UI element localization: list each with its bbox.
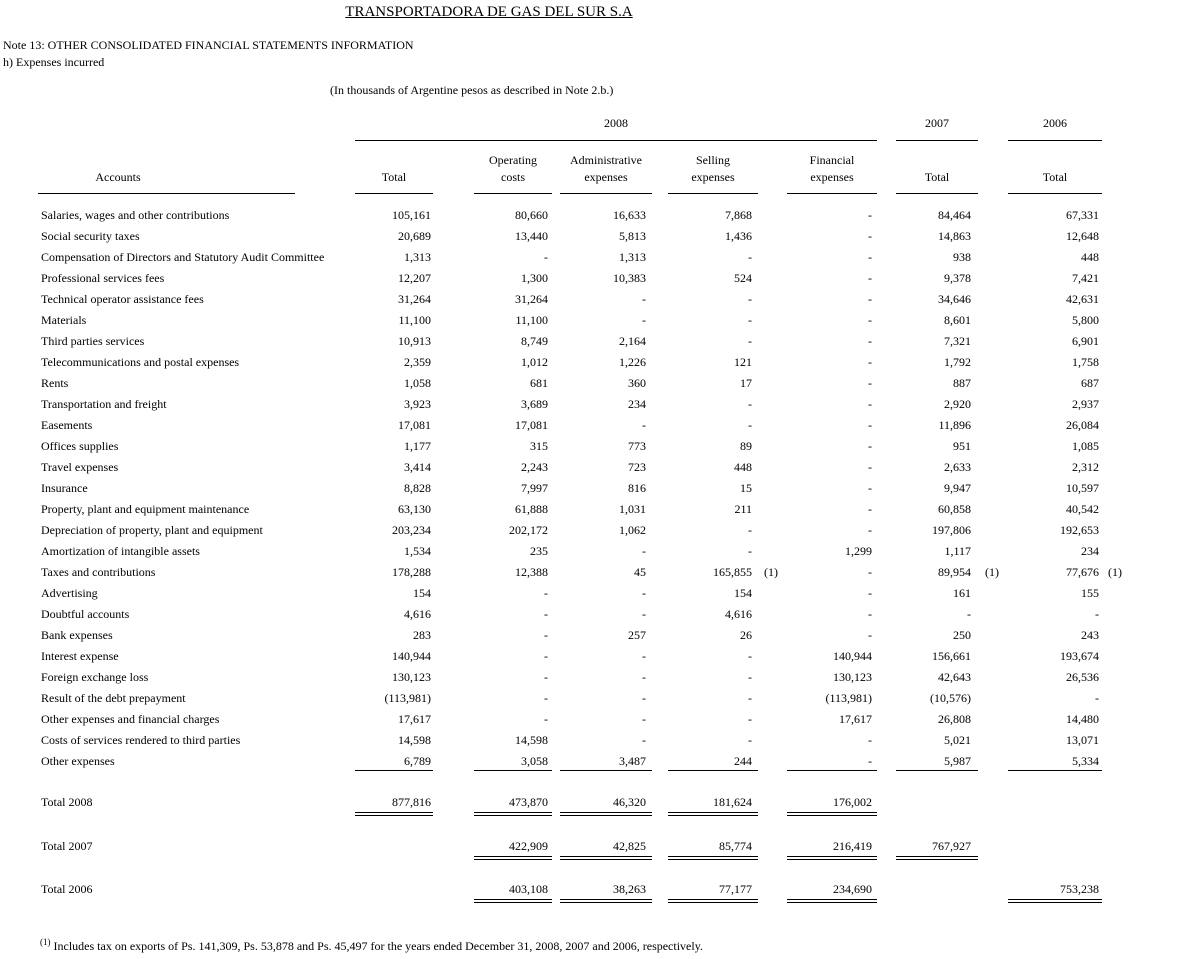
row-label: Doubtful accounts	[41, 607, 130, 621]
double-underline	[668, 899, 758, 903]
cell-t2006: 12,648	[1066, 229, 1099, 243]
cell-total: 6,789	[404, 754, 431, 768]
row-label: Rents	[41, 376, 69, 390]
cell-fin: -	[868, 628, 872, 642]
row-label: Technical operator assistance fees	[41, 292, 204, 306]
cell-total: 8,828	[404, 481, 431, 495]
double-underline	[474, 899, 552, 903]
cell-fin: -	[868, 754, 872, 768]
cell-adm: -	[642, 733, 646, 747]
cell-fin: -	[868, 292, 872, 306]
cell-fin: -	[868, 439, 872, 453]
footnote-ref-t2006: (1)	[1108, 565, 1122, 579]
subtotal-rule-financial	[787, 770, 877, 771]
cell-adm: 723	[628, 460, 646, 474]
cell-fin: -	[868, 565, 872, 579]
units-note: (In thousands of Argentine pesos as described in Note 2.b.)	[330, 83, 614, 97]
cell-op: 31,264	[515, 292, 548, 306]
cell-fin: 130,123	[833, 670, 872, 684]
double-underline	[1008, 899, 1102, 903]
cell-sell: 211	[734, 502, 752, 516]
cell-total: 1,177	[404, 439, 431, 453]
row-label: Result of the debt prepayment	[41, 691, 186, 705]
cell-adm: 16,633	[613, 208, 646, 222]
cell-op: 473,870	[509, 795, 548, 809]
year-2008-rule	[355, 140, 877, 141]
cell-adm: 42,825	[613, 839, 646, 853]
cell-op: -	[544, 649, 548, 663]
double-underline	[787, 856, 877, 860]
cell-op: 8,749	[521, 334, 548, 348]
cell-sell: 524	[734, 271, 752, 285]
cell-op: 61,888	[515, 502, 548, 516]
double-underline	[787, 899, 877, 903]
cell-t2007: 2,920	[944, 397, 971, 411]
cell-sell: 89	[740, 439, 752, 453]
cell-t2007: 7,321	[944, 334, 971, 348]
financial-expenses-header: Financial expenses	[809, 153, 855, 184]
cell-sell: -	[748, 712, 752, 726]
cell-fin: -	[868, 523, 872, 537]
cell-sell: 17	[740, 376, 752, 390]
total-2006-header-rule	[1008, 193, 1102, 194]
double-underline	[560, 899, 652, 903]
cell-t2007: 767,927	[932, 839, 971, 853]
row-label: Other expenses	[41, 754, 115, 768]
cell-sell: 77,177	[719, 882, 752, 896]
cell-t2006: 193,674	[1060, 649, 1099, 663]
cell-t2006: 243	[1081, 628, 1099, 642]
cell-op: -	[544, 691, 548, 705]
cell-op: 315	[530, 439, 548, 453]
cell-op: 202,172	[509, 523, 548, 537]
cell-sell: 26	[740, 628, 752, 642]
cell-op: -	[544, 250, 548, 264]
year-2006-rule	[1008, 140, 1102, 141]
cell-t2006: 448	[1081, 250, 1099, 264]
cell-fin: -	[868, 334, 872, 348]
cell-t2007: 8,601	[944, 313, 971, 327]
row-label: Insurance	[41, 481, 88, 495]
cell-sell: -	[748, 691, 752, 705]
cell-op: -	[544, 607, 548, 621]
cell-sell: -	[748, 418, 752, 432]
row-label: Professional services fees	[41, 271, 165, 285]
row-label: Foreign exchange loss	[41, 670, 149, 684]
cell-t2006: 2,937	[1072, 397, 1099, 411]
cell-t2006: 5,800	[1072, 313, 1099, 327]
row-label: Compensation of Directors and Statutory Audit Committee	[41, 250, 325, 264]
cell-fin: -	[868, 586, 872, 600]
cell-total: 1,058	[404, 376, 431, 390]
operating-header-rule	[474, 193, 552, 194]
cell-fin: -	[868, 355, 872, 369]
double-underline	[668, 856, 758, 860]
cell-sell: -	[748, 670, 752, 684]
row-label: Interest expense	[41, 649, 119, 663]
footnote-text: Includes tax on exports of Ps. 141,309, Ps. 53,878 and Ps. 45,497 for the years ended December 31, 2008, 2007 and 2006, respectively.	[53, 939, 703, 953]
cell-sell: -	[748, 292, 752, 306]
double-underline	[787, 812, 877, 816]
cell-total: 105,161	[392, 208, 431, 222]
subtotal-rule-total	[355, 770, 433, 771]
cell-adm: 2,164	[619, 334, 646, 348]
cell-op: 1,300	[521, 271, 548, 285]
cell-adm: -	[642, 586, 646, 600]
row-label: Social security taxes	[41, 229, 140, 243]
accounts-header-rule	[38, 193, 295, 194]
cell-sell: -	[748, 397, 752, 411]
row-label: Salaries, wages and other contributions	[41, 208, 230, 222]
cell-total: 178,288	[392, 565, 431, 579]
cell-sell: 448	[734, 460, 752, 474]
row-label: Advertising	[41, 586, 98, 600]
cell-sell: -	[748, 523, 752, 537]
cell-sell: 121	[734, 355, 752, 369]
row-label: Property, plant and equipment maintenance	[41, 502, 250, 516]
cell-sell: -	[748, 313, 752, 327]
cell-sell: 181,624	[713, 795, 752, 809]
cell-sell: -	[748, 334, 752, 348]
cell-adm: 45	[634, 565, 646, 579]
cell-t2007: 34,646	[938, 292, 971, 306]
cell-adm: 3,487	[619, 754, 646, 768]
cell-adm: 5,813	[619, 229, 646, 243]
cell-fin: 176,002	[833, 795, 872, 809]
cell-t2007: 5,021	[944, 733, 971, 747]
row-label: Depreciation of property, plant and equipment	[41, 523, 263, 537]
footnote-marker: (1)	[40, 937, 51, 947]
cell-t2007: 250	[953, 628, 971, 642]
row-label: Third parties services	[41, 334, 145, 348]
cell-adm: 1,313	[619, 250, 646, 264]
cell-total: 283	[413, 628, 431, 642]
cell-t2006: -	[1095, 607, 1099, 621]
cell-total: 1,534	[404, 544, 431, 558]
cell-t2006: 155	[1081, 586, 1099, 600]
cell-t2007: 9,947	[944, 481, 971, 495]
cell-t2007: -	[967, 607, 971, 621]
cell-sell: 4,616	[725, 607, 752, 621]
total-2007-header-rule	[896, 193, 978, 194]
cell-t2007: 161	[953, 586, 971, 600]
cell-t2006: 77,676	[1066, 565, 1099, 579]
cell-fin: 1,299	[845, 544, 872, 558]
cell-adm: 234	[628, 397, 646, 411]
year-2008-header: 2008	[604, 116, 628, 130]
total-row-label: Total 2006	[41, 882, 93, 896]
double-underline	[474, 856, 552, 860]
cell-t2006: 753,238	[1060, 882, 1099, 896]
cell-total: 1,313	[404, 250, 431, 264]
cell-fin: -	[868, 460, 872, 474]
cell-total: (113,981)	[384, 691, 431, 705]
cell-total: 877,816	[392, 795, 431, 809]
cell-adm: 10,383	[613, 271, 646, 285]
cell-op: -	[544, 628, 548, 642]
cell-total: 11,100	[398, 313, 431, 327]
row-label: Bank expenses	[41, 628, 113, 642]
cell-total: 3,414	[404, 460, 431, 474]
cell-t2006: 10,597	[1066, 481, 1099, 495]
cell-t2007: 60,858	[938, 502, 971, 516]
cell-t2007: 938	[953, 250, 971, 264]
cell-sell: 15	[740, 481, 752, 495]
cell-sell: -	[748, 544, 752, 558]
cell-adm: -	[642, 313, 646, 327]
cell-fin: -	[868, 229, 872, 243]
cell-t2006: 2,312	[1072, 460, 1099, 474]
cell-t2007: (10,576)	[930, 691, 971, 705]
cell-sell: 1,436	[725, 229, 752, 243]
cell-t2007: 1,792	[944, 355, 971, 369]
cell-op: 13,440	[515, 229, 548, 243]
cell-fin: -	[868, 418, 872, 432]
year-2007-header: 2007	[925, 116, 949, 130]
double-underline	[560, 812, 652, 816]
cell-t2006: 42,631	[1066, 292, 1099, 306]
cell-adm: -	[642, 607, 646, 621]
cell-t2006: 40,542	[1066, 502, 1099, 516]
cell-adm: 1,226	[619, 355, 646, 369]
cell-op: 17,081	[515, 418, 548, 432]
cell-sell: 7,868	[725, 208, 752, 222]
cell-op: 681	[530, 376, 548, 390]
cell-fin: -	[868, 376, 872, 390]
selling-expenses-header: Selling expenses	[691, 153, 735, 184]
cell-op: 80,660	[515, 208, 548, 222]
cell-adm: 46,320	[613, 795, 646, 809]
cell-fin: -	[868, 397, 872, 411]
cell-sell: 154	[734, 586, 752, 600]
cell-total: 17,617	[398, 712, 431, 726]
cell-op: 12,388	[515, 565, 548, 579]
cell-adm: 1,062	[619, 523, 646, 537]
selling-header-rule	[668, 193, 758, 194]
cell-op: 7,997	[521, 481, 548, 495]
total-row-label: Total 2008	[41, 795, 93, 809]
cell-adm: 360	[628, 376, 646, 390]
cell-adm: -	[642, 649, 646, 663]
cell-sell: -	[748, 649, 752, 663]
administrative-expenses-header: Administrative expenses	[570, 153, 642, 184]
double-underline	[560, 856, 652, 860]
cell-total: 203,234	[392, 523, 431, 537]
cell-t2007: 84,464	[938, 208, 971, 222]
cell-fin: -	[868, 271, 872, 285]
cell-t2007: 89,954	[938, 565, 971, 579]
row-label: Amortization of intangible assets	[41, 544, 200, 558]
cell-t2006: 1,758	[1072, 355, 1099, 369]
cell-total: 140,944	[392, 649, 431, 663]
cell-t2007: 9,378	[944, 271, 971, 285]
cell-fin: 216,419	[833, 839, 872, 853]
cell-fin: -	[868, 481, 872, 495]
cell-total: 3,923	[404, 397, 431, 411]
section-title: h) Expenses incurred	[3, 55, 105, 69]
row-label: Offices supplies	[41, 439, 119, 453]
cell-fin: -	[868, 733, 872, 747]
cell-op: 3,058	[521, 754, 548, 768]
cell-total: 20,689	[398, 229, 431, 243]
cell-fin: -	[868, 208, 872, 222]
cell-t2006: 67,331	[1066, 208, 1099, 222]
financial-header-rule	[787, 193, 877, 194]
cell-t2006: 6,901	[1072, 334, 1099, 348]
cell-total: 14,598	[398, 733, 431, 747]
cell-t2007: 887	[953, 376, 971, 390]
cell-t2006: 7,421	[1072, 271, 1099, 285]
cell-total: 63,130	[398, 502, 431, 516]
cell-adm: 38,263	[613, 882, 646, 896]
row-label: Easements	[41, 418, 93, 432]
company-title: TRANSPORTADORA DE GAS DEL SUR S.A	[345, 4, 633, 20]
cell-t2006: 687	[1081, 376, 1099, 390]
cell-op: -	[544, 712, 548, 726]
cell-op: 403,108	[509, 882, 548, 896]
subtotal-rule-administrative	[560, 770, 652, 771]
cell-op: 1,012	[521, 355, 548, 369]
subtotal-rule-selling	[668, 770, 758, 771]
total-2006-header: Total	[1042, 170, 1068, 184]
cell-adm: -	[642, 691, 646, 705]
cell-t2007: 14,863	[938, 229, 971, 243]
cell-t2006: 26,536	[1066, 670, 1099, 684]
cell-t2006: 5,334	[1072, 754, 1099, 768]
note-title: Note 13: OTHER CONSOLIDATED FINANCIAL STATEMENTS INFORMATION	[3, 38, 414, 52]
cell-fin: 234,690	[833, 882, 872, 896]
cell-t2007: 197,806	[932, 523, 971, 537]
cell-sell: 165,855	[713, 565, 752, 579]
cell-t2007: 5,987	[944, 754, 971, 768]
footnote-ref-t2007: (1)	[985, 565, 999, 579]
cell-sell: -	[748, 250, 752, 264]
cell-total: 4,616	[404, 607, 431, 621]
cell-t2007: 951	[953, 439, 971, 453]
cell-op: -	[544, 670, 548, 684]
cell-adm: -	[642, 670, 646, 684]
total-2008-header-rule	[355, 193, 433, 194]
cell-fin: -	[868, 502, 872, 516]
cell-t2006: 192,653	[1060, 523, 1099, 537]
cell-op: 14,598	[515, 733, 548, 747]
cell-fin: -	[868, 313, 872, 327]
accounts-header: Accounts	[95, 170, 141, 184]
cell-t2007: 11,896	[938, 418, 971, 432]
double-underline	[896, 856, 978, 860]
cell-adm: -	[642, 418, 646, 432]
subtotal-rule-2007	[896, 770, 978, 771]
cell-t2006: 26,084	[1066, 418, 1099, 432]
cell-op: 3,689	[521, 397, 548, 411]
row-label: Materials	[41, 313, 87, 327]
footnote-ref-sell: (1)	[764, 565, 778, 579]
cell-fin: -	[868, 250, 872, 264]
cell-total: 154	[413, 586, 431, 600]
cell-total: 12,207	[398, 271, 431, 285]
cell-adm: -	[642, 544, 646, 558]
cell-t2007: 1,117	[944, 544, 971, 558]
row-label: Telecommunications and postal expenses	[41, 355, 240, 369]
double-underline	[668, 812, 758, 816]
total-row-label: Total 2007	[41, 839, 93, 853]
row-label: Transportation and freight	[41, 397, 167, 411]
row-label: Other expenses and financial charges	[41, 712, 220, 726]
cell-total: 10,913	[398, 334, 431, 348]
cell-op: 2,243	[521, 460, 548, 474]
footnote	[40, 937, 703, 954]
cell-adm: -	[642, 292, 646, 306]
cell-adm: 816	[628, 481, 646, 495]
year-2006-header: 2006	[1043, 116, 1067, 130]
cell-fin: 17,617	[839, 712, 872, 726]
double-underline	[474, 812, 552, 816]
cell-total: 2,359	[404, 355, 431, 369]
cell-t2006: -	[1095, 691, 1099, 705]
cell-t2007: 42,643	[938, 670, 971, 684]
cell-t2007: 26,808	[938, 712, 971, 726]
cell-total: 31,264	[398, 292, 431, 306]
cell-fin: (113,981)	[825, 691, 872, 705]
cell-sell: 244	[734, 754, 752, 768]
cell-adm: 773	[628, 439, 646, 453]
row-label: Costs of services rendered to third parties	[41, 733, 241, 747]
cell-t2006: 1,085	[1072, 439, 1099, 453]
total-2007-header: Total	[924, 170, 950, 184]
subtotal-rule-operating	[474, 770, 552, 771]
cell-t2006: 234	[1081, 544, 1099, 558]
cell-op: 11,100	[515, 313, 548, 327]
operating-costs-header: Operating costs	[489, 153, 537, 184]
cell-t2007: 2,633	[944, 460, 971, 474]
cell-t2007: 156,661	[932, 649, 971, 663]
cell-sell: -	[748, 733, 752, 747]
cell-adm: -	[642, 712, 646, 726]
cell-adm: 1,031	[619, 502, 646, 516]
double-underline	[355, 812, 433, 816]
row-label: Travel expenses	[41, 460, 119, 474]
cell-fin: -	[868, 607, 872, 621]
cell-t2006: 13,071	[1066, 733, 1099, 747]
administrative-header-rule	[560, 193, 652, 194]
total-2008-header: Total	[381, 170, 407, 184]
cell-op: 422,909	[509, 839, 548, 853]
cell-t2006: 14,480	[1066, 712, 1099, 726]
subtotal-rule-2006	[1008, 770, 1102, 771]
cell-op: 235	[530, 544, 548, 558]
year-2007-rule	[896, 140, 978, 141]
cell-sell: 85,774	[719, 839, 752, 853]
row-label: Taxes and contributions	[41, 565, 156, 579]
cell-op: -	[544, 586, 548, 600]
cell-total: 17,081	[398, 418, 431, 432]
cell-adm: 257	[628, 628, 646, 642]
cell-fin: 140,944	[833, 649, 872, 663]
cell-total: 130,123	[392, 670, 431, 684]
